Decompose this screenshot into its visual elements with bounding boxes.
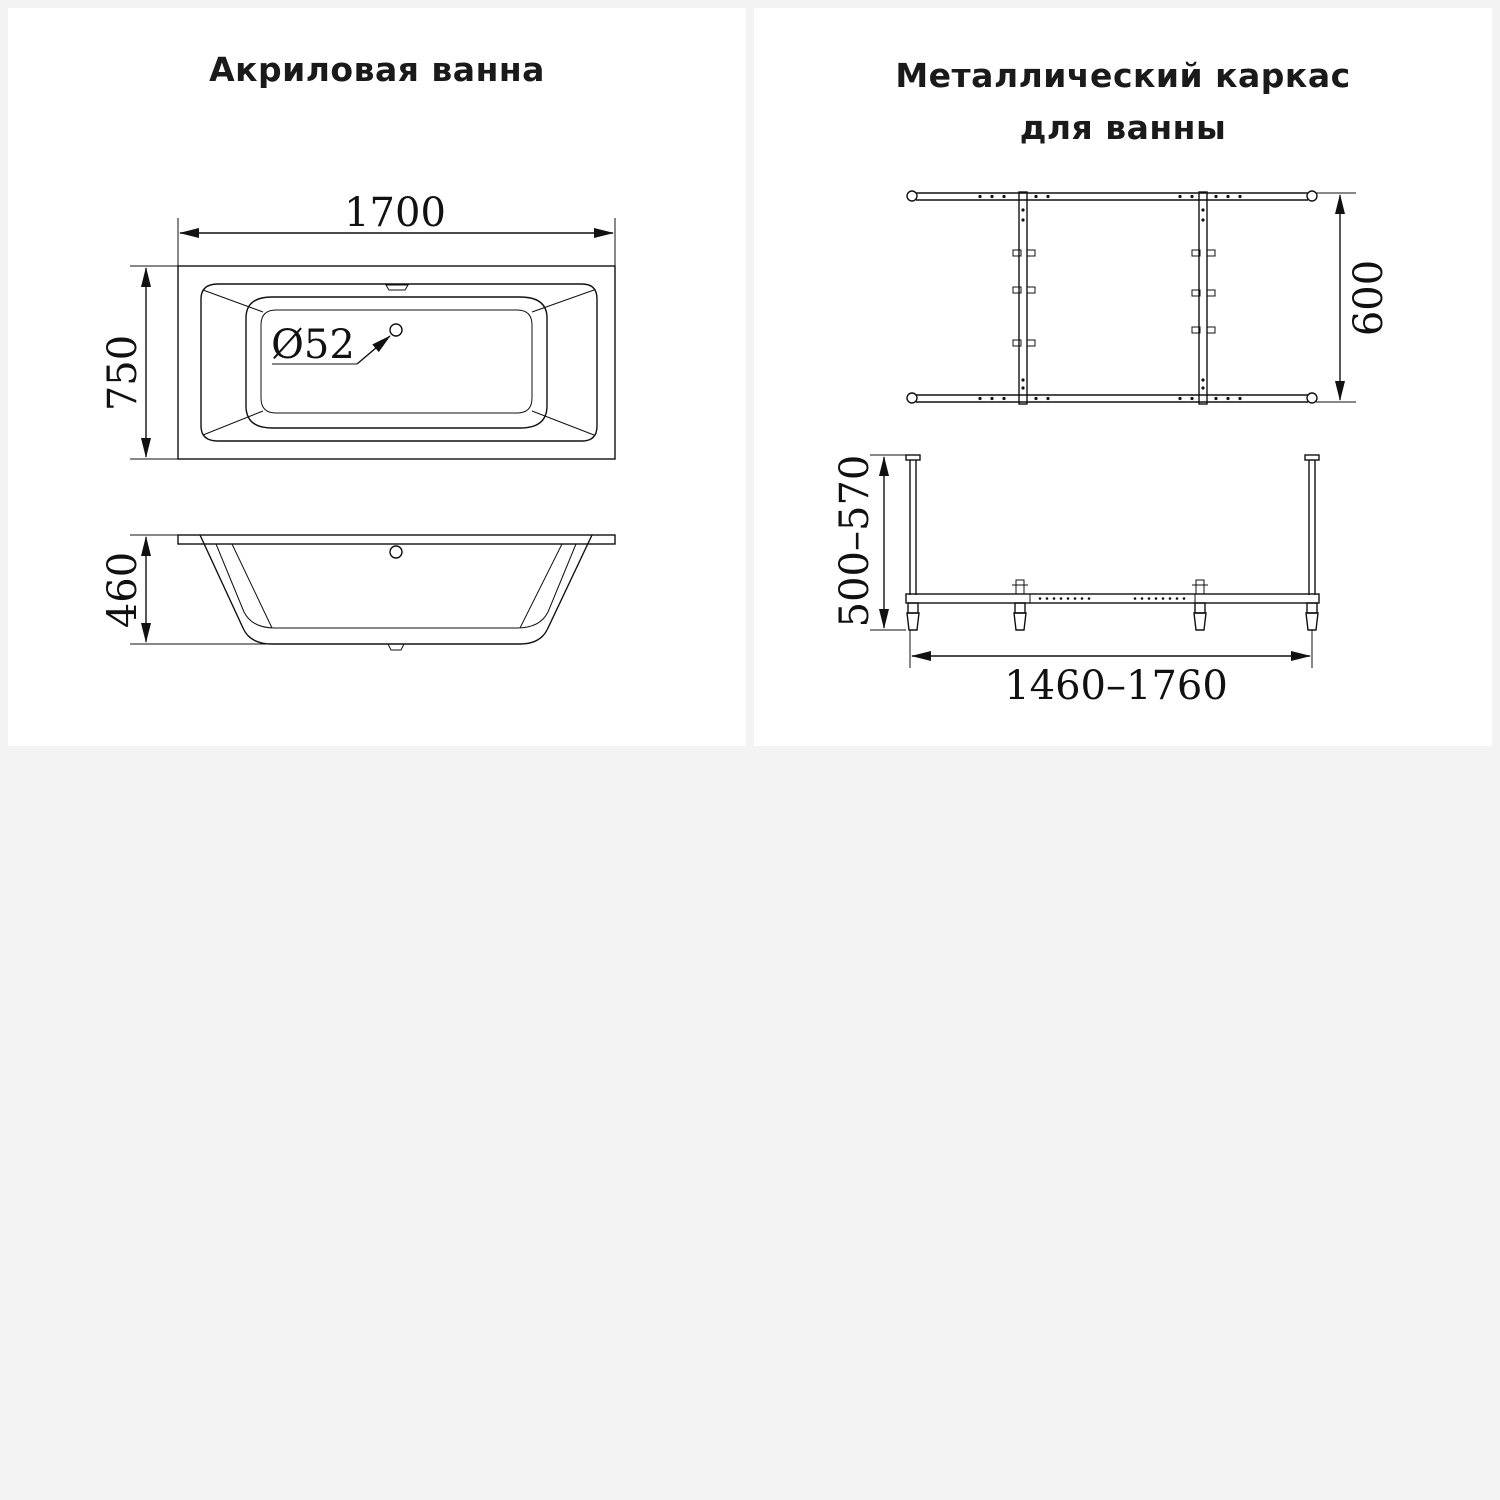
frame-title-line-2: для ванны <box>1019 108 1227 147</box>
bathtub-height-dimension <box>130 535 272 644</box>
bathtub-height-label: 460 <box>100 551 146 629</box>
frame-top-view <box>907 191 1317 404</box>
frame-width-label: 600 <box>1346 259 1392 337</box>
frame-side-view <box>906 455 1319 630</box>
frame-leg <box>1306 603 1318 630</box>
bathtub-title: Акриловая ванна <box>209 50 545 89</box>
frame-height-label: 500–570 <box>832 454 878 628</box>
overflow-hole-icon <box>390 546 402 558</box>
drain-diameter-label: Ø52 <box>271 322 355 368</box>
drain-hole-icon <box>390 324 402 336</box>
frame-leg <box>907 603 919 630</box>
bathtub-length-label: 1700 <box>344 190 446 236</box>
bathtub-top-view <box>178 266 615 459</box>
bathtub-width-label: 750 <box>100 334 146 412</box>
frame-title-line-1: Металлический каркас <box>895 56 1351 95</box>
frame-leg <box>1194 603 1206 630</box>
frame-leg <box>1014 603 1026 630</box>
bathtub-side-view <box>178 535 615 650</box>
frame-length-label: 1460–1760 <box>1004 663 1228 709</box>
